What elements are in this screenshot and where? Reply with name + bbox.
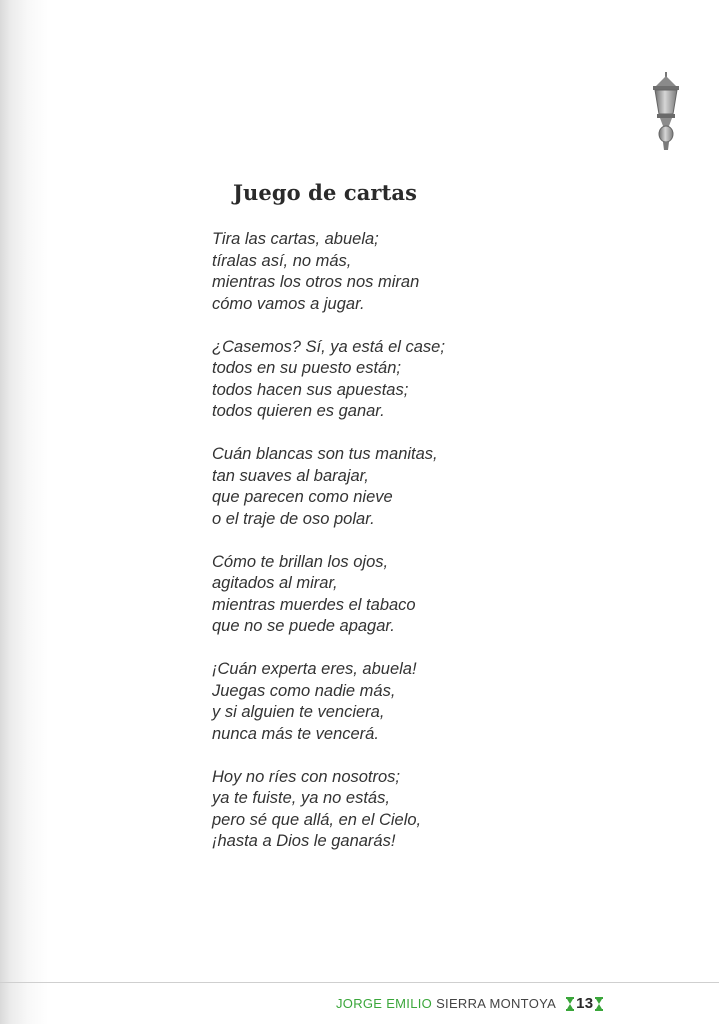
- page-footer: [336, 995, 603, 1012]
- poem-line: ¡hasta a Dios le ganarás!: [212, 832, 396, 850]
- poem-line: que no se puede apagar.: [212, 617, 395, 635]
- hourglass-icon: [566, 997, 574, 1011]
- poem-line: tan suaves al barajar,: [212, 466, 369, 485]
- stanza: [212, 337, 542, 423]
- poem-line: nunca más te vencerá.: [212, 724, 379, 743]
- poem-body: [212, 229, 542, 874]
- poem-line: y si alguien te venciera,: [212, 703, 385, 721]
- poem-line: mientras muerdes el tabaco: [212, 595, 416, 614]
- poem-title: Juego de cartas: [233, 180, 418, 205]
- poem-line: Cuán blancas son tus manitas,: [212, 445, 438, 463]
- stanza: [212, 229, 542, 315]
- poem-line: cómo vamos a jugar.: [212, 294, 365, 313]
- poem-line: Cómo te brillan los ojos,: [212, 552, 389, 571]
- poem-line: ya te fuiste, ya no estás,: [212, 789, 390, 807]
- page-number: 13: [576, 995, 594, 1012]
- stanza: [212, 767, 542, 853]
- poem-line: tíralas así, no más,: [212, 251, 352, 270]
- stanza: [212, 444, 542, 530]
- poem-line: agitados al mirar,: [212, 574, 338, 592]
- wall-lantern-icon: [646, 70, 686, 154]
- page-number-block: [566, 995, 603, 1012]
- poem-line: todos hacen sus apuestas;: [212, 380, 409, 399]
- poem-line: que parecen como nieve: [212, 488, 393, 506]
- poem-line: Juegas como nadie más,: [212, 681, 396, 700]
- poem-line: Tira las cartas, abuela;: [212, 230, 379, 248]
- stanza: [212, 552, 542, 638]
- poem-line: pero sé que allá, en el Cielo,: [212, 810, 422, 829]
- stanza: [212, 659, 542, 745]
- poem-line: todos quieren es ganar.: [212, 402, 385, 420]
- footer-divider: [0, 982, 719, 983]
- author-first-name: JORGE EMILIO: [336, 996, 433, 1011]
- poem-line: todos en su puesto están;: [212, 359, 401, 377]
- poem-line: o el traje de oso polar.: [212, 509, 375, 528]
- poem-line: Hoy no ríes con nosotros;: [212, 767, 401, 786]
- poem-line: ¡Cuán experta eres, abuela!: [212, 660, 417, 678]
- poem-line: mientras los otros nos miran: [212, 273, 420, 291]
- hourglass-icon: [595, 997, 603, 1011]
- poem-line: ¿Casemos? Sí, ya está el case;: [212, 337, 445, 356]
- author-last-name: SIERRA MONTOYA: [436, 996, 557, 1011]
